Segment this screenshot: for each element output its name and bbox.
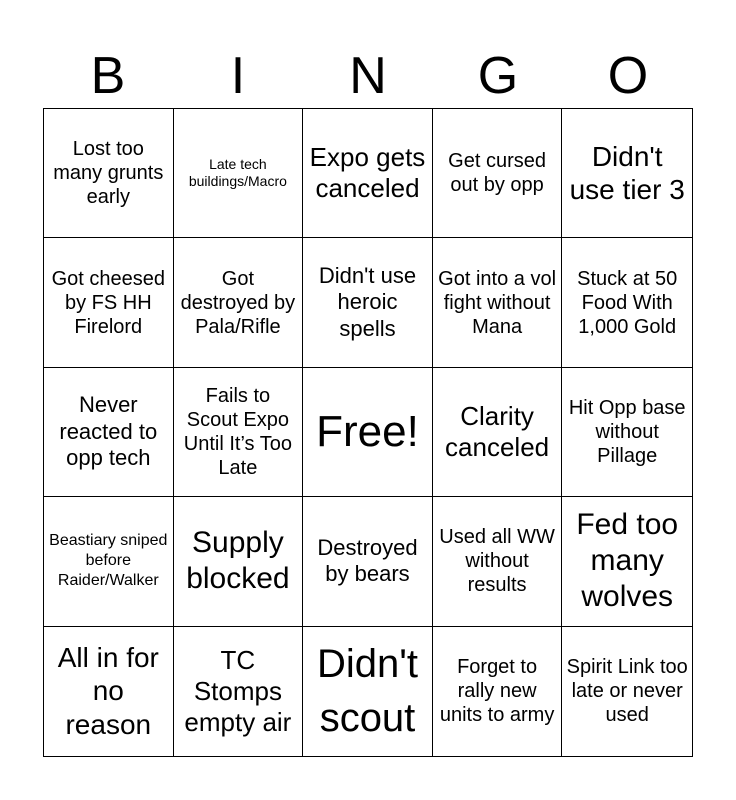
cell-text: Clarity canceled bbox=[445, 400, 550, 462]
bingo-cell[interactable] bbox=[562, 109, 692, 238]
bingo-cell[interactable] bbox=[44, 368, 174, 497]
cell-text: Fed too many wolves bbox=[576, 508, 679, 614]
cell-text: Hit Opp base without Pillage bbox=[568, 396, 686, 467]
bingo-cell[interactable] bbox=[562, 627, 692, 756]
bingo-board bbox=[43, 108, 693, 757]
cell-text: Lost too many grunts early bbox=[53, 138, 164, 209]
bingo-cell[interactable] bbox=[562, 497, 692, 626]
bingo-header bbox=[43, 44, 693, 108]
bingo-cell[interactable] bbox=[44, 238, 174, 367]
bingo-cell[interactable] bbox=[174, 497, 304, 626]
cell-text: Beastiary sniped before Raider/Walker bbox=[49, 532, 168, 590]
bingo-cell[interactable] bbox=[303, 497, 433, 626]
bingo-cell[interactable] bbox=[303, 238, 433, 367]
cell-text: Spirit Link too late or never used bbox=[566, 656, 688, 727]
header-letter-o: O bbox=[607, 47, 649, 105]
cell-text: Supply blocked bbox=[186, 526, 290, 596]
bingo-cell[interactable] bbox=[174, 627, 304, 756]
cell-text: Got into a vol fight without Mana bbox=[438, 267, 557, 338]
cell-text: Got cheesed by FS HH Firelord bbox=[51, 267, 165, 338]
bingo-cell[interactable] bbox=[433, 497, 563, 626]
cell-text: Didn't use tier 3 bbox=[569, 140, 685, 206]
bingo-cell[interactable] bbox=[303, 627, 433, 756]
header-letter-b: B bbox=[90, 47, 126, 105]
cell-text: Never reacted to opp tech bbox=[59, 392, 158, 471]
bingo-cell[interactable] bbox=[433, 109, 563, 238]
cell-text: Destroyed by bears bbox=[317, 535, 418, 587]
bingo-cell[interactable] bbox=[562, 368, 692, 497]
cell-text: Didn't scout bbox=[316, 642, 418, 741]
bingo-cell[interactable] bbox=[433, 238, 563, 367]
header-letter-g: G bbox=[477, 47, 519, 105]
cell-text: Forget to rally new units to army bbox=[439, 656, 555, 727]
cell-text: TC Stomps empty air bbox=[184, 644, 292, 737]
bingo-cell[interactable] bbox=[174, 238, 304, 367]
bingo-cell[interactable] bbox=[562, 238, 692, 367]
cell-text: Didn't use heroic spells bbox=[318, 263, 417, 341]
bingo-cell[interactable] bbox=[44, 497, 174, 626]
bingo-cell[interactable] bbox=[303, 109, 433, 238]
cell-text: Get cursed out by opp bbox=[448, 150, 546, 197]
bingo-cell[interactable] bbox=[174, 109, 304, 238]
bingo-cell[interactable] bbox=[174, 368, 304, 497]
cell-text: All in for no reason bbox=[57, 641, 159, 741]
free-space-cell[interactable] bbox=[303, 368, 433, 497]
header-letter-n: N bbox=[349, 47, 387, 105]
free-space-text: Free! bbox=[316, 406, 419, 456]
cell-text: Stuck at 50 Food With 1,000 Gold bbox=[577, 267, 678, 338]
bingo-cell[interactable] bbox=[44, 627, 174, 756]
cell-text: Used all WW without results bbox=[439, 526, 555, 597]
cell-text: Late tech buildings/Macro bbox=[188, 155, 287, 190]
bingo-cell[interactable] bbox=[44, 109, 174, 238]
cell-text: Fails to Scout Expo Until It’s Too Late bbox=[183, 384, 292, 479]
cell-text: Expo gets canceled bbox=[309, 142, 426, 204]
cell-text: Got destroyed by Pala/Rifle bbox=[180, 267, 296, 338]
bingo-cell[interactable] bbox=[433, 627, 563, 756]
header-letter-i: I bbox=[230, 47, 246, 105]
bingo-cell[interactable] bbox=[433, 368, 563, 497]
